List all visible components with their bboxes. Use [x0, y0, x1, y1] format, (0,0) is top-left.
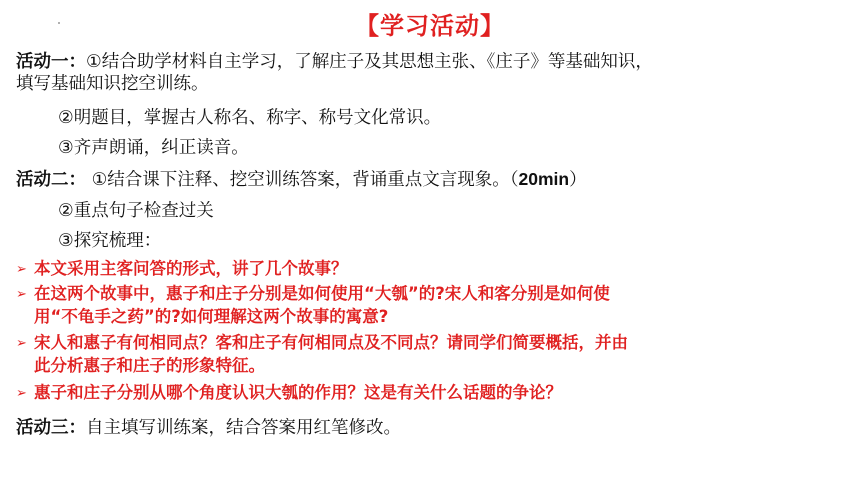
activity2-item2: ②重点句子检查过关	[58, 201, 214, 221]
question-3-text-line2: 此分析惠子和庄子的形象特征。	[34, 356, 265, 375]
activity1-label: 活动一：	[16, 52, 86, 72]
question-1-text: 本文采用主客问答的形式，讲了几个故事？	[34, 259, 348, 278]
activity1-item2: ②明题目，掌握古人称名、称字、称号文化常识。	[58, 108, 442, 128]
arrow-right-icon: ➢	[16, 336, 27, 351]
question-4-text: 惠子和庄子分别从哪个角度认识大瓠的作用？这是有关什么话题的争论？	[34, 383, 562, 402]
question-4	[16, 382, 562, 405]
question-1	[16, 258, 348, 281]
question-3-text-line1: 宋人和惠子有何相同点？客和庄子有何相同点及不同点？请同学们简要概括，并由	[34, 333, 628, 352]
arrow-right-icon: ➢	[16, 386, 27, 401]
activity2-text1: ①结合课下注释、挖空训练答案，背诵重点文言现象。（	[86, 170, 519, 190]
question-2	[16, 283, 610, 328]
activity3-line	[16, 417, 401, 439]
question-2-text-line2: 用“不龟手之药”的?如何理解这两个故事的寓意?	[34, 307, 389, 326]
slide-title: 【学习活动】	[355, 12, 505, 40]
arrow-right-icon: ➢	[16, 262, 27, 277]
activity3-label: 活动三：	[16, 418, 86, 438]
activity1-text1: ①结合助学材料自主学习，了解庄子及其思想主张、《庄子》等基础知识，	[86, 52, 653, 72]
activity3-text: 自主填写训练案，结合答案用红笔修改。	[86, 418, 401, 438]
activity1-line2: 填写基础知识挖空训练。	[16, 74, 209, 94]
activity2-item3: ③探究梳理：	[58, 231, 162, 251]
arrow-right-icon: ➢	[16, 287, 27, 302]
activity2-line1	[16, 168, 587, 191]
question-2-text-line1: 在这两个故事中，惠子和庄子分别是如何使用“大瓠”的?宋人和客分别是如何使	[34, 284, 610, 303]
activity1-item3: ③齐声朗诵，纠正读音。	[58, 138, 249, 158]
activity2-time: 20min	[518, 169, 570, 189]
activity1-line1	[16, 51, 653, 73]
question-3	[16, 332, 628, 377]
activity2-time-close: ）	[569, 170, 587, 190]
activity2-label: 活动二：	[16, 170, 86, 190]
